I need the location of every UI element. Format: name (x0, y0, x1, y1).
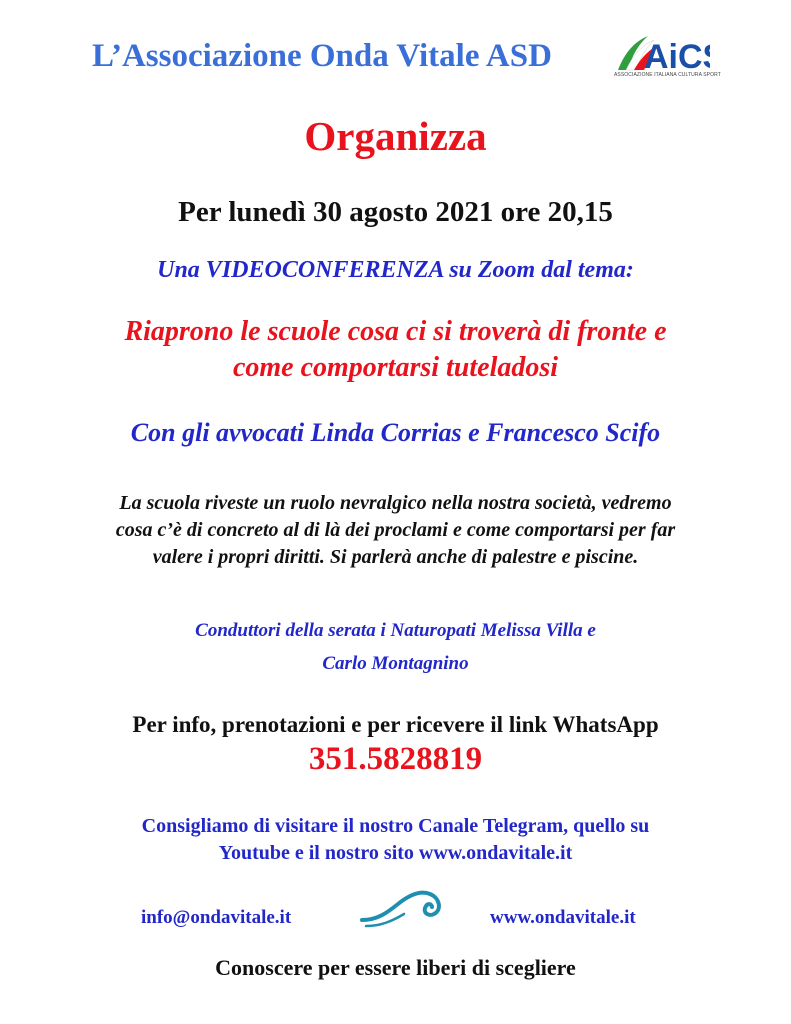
lawyers-line: Con gli avvocati Linda Corrias e Francesco Scifo (130, 418, 661, 447)
advice-line: Youtube e il nostro sito www.ondavitale.it (218, 842, 573, 864)
website-link[interactable]: www.ondavitale.it (490, 907, 636, 928)
hosts-line: Carlo Montagnino (322, 653, 469, 674)
hosts-line: Conduttori della serata i Naturopati Melissa Villa e (195, 620, 596, 641)
wave-logo-icon (358, 884, 454, 932)
description-line: cosa c’è di concreto al di là dei proclami e come comportarsi per far (115, 519, 676, 541)
description (0, 490, 791, 571)
topic-title (0, 314, 791, 386)
advice-line: Consigliamo di visitare il nostro Canale Telegram, quello su (141, 815, 650, 837)
event-date: Per lunedì 30 agosto 2021 ore 20,15 (178, 196, 613, 228)
email-link[interactable]: info@ondavitale.it (141, 907, 292, 928)
info-line: Per info, prenotazioni e per ricevere il link WhatsApp (132, 712, 659, 737)
association-title: L’Associazione Onda Vitale ASD (92, 38, 552, 74)
videoconference-line: Una VIDEOCONFERENZA su Zoom dal tema: (157, 257, 634, 283)
motto: Conoscere per essere liberi di scegliere (215, 955, 576, 980)
hosts (0, 614, 791, 680)
organizza-heading: Organizza (304, 113, 487, 159)
header (0, 30, 791, 90)
topic-line: come comportarsi tuteladosi (232, 352, 559, 383)
description-line: La scuola riveste un ruolo nevralgico nella nostra società, vedremo (119, 492, 672, 514)
description-line: valere i propri diritti. Si parlerà anche di palestre e piscine. (152, 546, 639, 568)
aics-logo (614, 30, 721, 86)
logo-subtext: ASSOCIAZIONE ITALIANA CULTURA SPORT (614, 72, 721, 78)
aics-logo-icon (614, 30, 710, 74)
advice (0, 813, 791, 867)
topic-line: Riaprono le scuole cosa ci si troverà di fronte e (124, 316, 667, 347)
phone-number: 351.5828819 (308, 741, 483, 777)
logo-text: AiC (644, 38, 703, 74)
